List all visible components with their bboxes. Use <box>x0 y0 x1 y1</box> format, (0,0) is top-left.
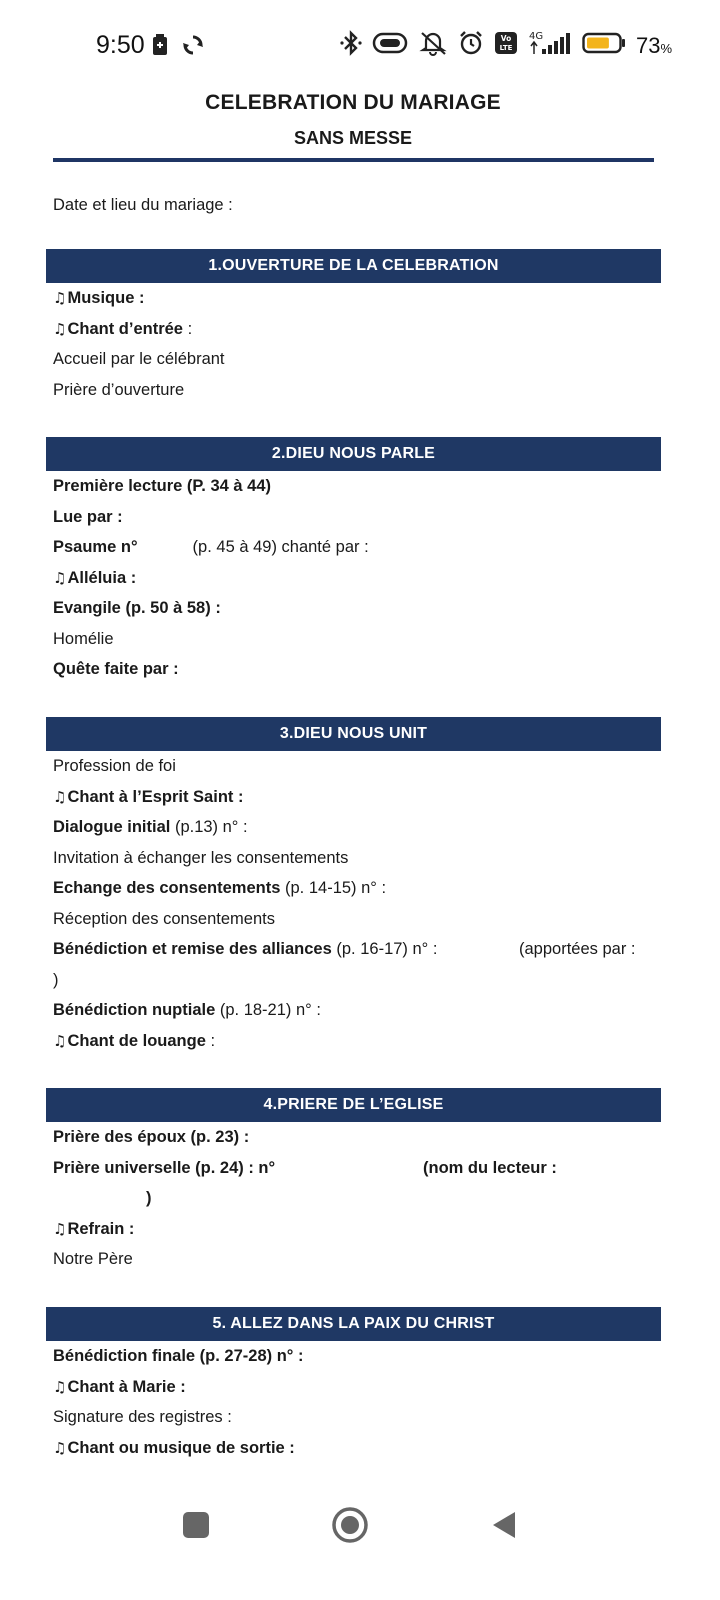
line-text: (p.13) n° : <box>170 818 248 836</box>
program-line <box>53 1341 661 1372</box>
program-line <box>53 563 661 594</box>
line-label: ) <box>146 1189 152 1207</box>
svg-text:LTE: LTE <box>499 44 513 52</box>
sync-icon <box>182 34 204 61</box>
line-text: ) <box>53 970 59 989</box>
navigation-bar <box>0 1490 720 1560</box>
home-icon <box>332 1507 368 1543</box>
line-label: Prière universelle (p. 24) : n° <box>53 1158 276 1177</box>
line-text: Profession de foi <box>53 757 176 775</box>
line-text: Signature des registres : <box>53 1408 232 1426</box>
date-and-place-line: Date et lieu du mariage : <box>53 196 233 214</box>
status-time: 9:50 <box>96 31 145 59</box>
line-text: (p. 18-21) n° : <box>215 1001 321 1019</box>
program-line <box>53 471 661 502</box>
program-line <box>53 1244 661 1275</box>
back-button[interactable] <box>491 1510 517 1545</box>
section-header: 1.OUVERTURE DE LA CELEBRATION <box>46 249 661 283</box>
line-text: : <box>182 319 193 338</box>
line-text: Prière d’ouverture <box>53 380 185 399</box>
program-line <box>53 934 661 965</box>
program-line <box>53 1026 661 1057</box>
volte-icon <box>494 31 518 60</box>
program-line <box>53 995 661 1026</box>
line-label: Refrain : <box>67 1219 135 1238</box>
line-label: Chant de louange <box>67 1031 206 1050</box>
svg-text:Vo: Vo <box>500 34 512 43</box>
battery-saver-icon <box>152 34 168 61</box>
status-bar <box>0 0 720 92</box>
music-note-icon: ♫ <box>53 568 67 587</box>
line-text: Notre Père <box>53 1250 133 1268</box>
program-line <box>53 1214 661 1245</box>
line-extra: (nom du lecteur : <box>423 1158 557 1177</box>
program-line <box>53 843 661 874</box>
program-line <box>53 283 661 314</box>
program-line <box>53 654 661 685</box>
signal-icon <box>528 30 572 61</box>
section-header: 4.PRIERE DE L’EGLISE <box>46 1088 661 1122</box>
line-text: Accueil par le célébrant <box>53 350 225 368</box>
program-line <box>53 375 661 406</box>
line-text: : <box>205 1031 216 1050</box>
line-label: Quête faite par : <box>53 660 179 678</box>
line-text: (p. 45 à 49) chanté par : <box>192 538 369 556</box>
music-note-icon: ♫ <box>53 1219 67 1238</box>
section-5 <box>46 1307 661 1463</box>
line-label: Chant d’entrée <box>67 319 183 338</box>
bluetooth-icon <box>340 30 362 61</box>
program-line <box>53 502 661 533</box>
line-label: Chant ou musique de sortie : <box>67 1438 295 1457</box>
section-header: 2.DIEU NOUS PARLE <box>46 437 661 471</box>
program-line <box>53 1153 661 1184</box>
nfc-icon <box>372 31 408 60</box>
recents-icon <box>182 1511 210 1539</box>
program-line <box>53 1433 661 1464</box>
line-label: Bénédiction et remise des alliances <box>53 940 332 958</box>
line-label: Chant à l’Esprit Saint : <box>67 787 244 806</box>
mute-icon <box>418 30 448 61</box>
line-label: Lue par : <box>53 507 123 526</box>
section-header: 5. ALLEZ DANS LA PAIX DU CHRIST <box>46 1307 661 1341</box>
document-title: CELEBRATION DU MARIAGE <box>205 91 501 114</box>
line-label: Dialogue initial <box>53 818 171 836</box>
program-line <box>53 812 661 843</box>
line-label: Chant à Marie : <box>67 1377 186 1396</box>
program-line <box>53 344 661 375</box>
program-line <box>53 1402 661 1433</box>
program-line <box>53 1122 661 1153</box>
recents-button[interactable] <box>182 1511 210 1544</box>
program-line <box>53 782 661 813</box>
program-line <box>53 314 661 345</box>
alarm-icon <box>458 30 484 61</box>
music-note-icon: ♫ <box>53 1377 67 1396</box>
title-divider <box>53 158 654 162</box>
line-label: Première lecture (P. 34 à 44) <box>53 477 271 495</box>
line-text: (p. 14-15) n° : <box>280 879 387 897</box>
back-icon <box>491 1510 517 1540</box>
line-text: Réception des consentements <box>53 909 275 928</box>
line-label: Alléluia : <box>67 568 137 587</box>
line-label: Prière des époux (p. 23) : <box>53 1128 250 1146</box>
program-line <box>53 904 661 935</box>
music-note-icon: ♫ <box>53 1438 67 1457</box>
program-line <box>53 965 661 996</box>
program-line <box>53 1372 661 1403</box>
program-line <box>53 532 661 563</box>
section-2 <box>46 437 661 685</box>
line-label: Psaume n° <box>53 538 138 556</box>
program-line <box>53 873 661 904</box>
line-label: Bénédiction nuptiale <box>53 1001 216 1019</box>
program-line <box>53 593 661 624</box>
program-line <box>53 751 661 782</box>
program-line <box>53 1183 661 1214</box>
svg-text:4G: 4G <box>528 31 544 42</box>
line-text: Invitation à échanger les consentements <box>53 848 349 867</box>
section-header: 3.DIEU NOUS UNIT <box>46 717 661 751</box>
line-text: (p. 16-17) n° : <box>331 940 438 958</box>
section-1 <box>46 249 661 405</box>
battery-percent: 73% <box>635 32 672 58</box>
line-label: Echange des consentements <box>53 879 281 897</box>
line-label: Musique : <box>67 289 145 307</box>
line-label: Evangile (p. 50 à 58) : <box>53 599 221 617</box>
music-note-icon: ♫ <box>53 289 67 307</box>
line-extra: (apportées par : <box>519 940 636 958</box>
music-note-icon: ♫ <box>53 1031 67 1050</box>
music-note-icon: ♫ <box>53 319 67 338</box>
program-line <box>53 624 661 655</box>
battery-icon <box>582 31 626 60</box>
line-text: Homélie <box>53 629 114 648</box>
music-note-icon: ♫ <box>53 787 67 806</box>
section-4 <box>46 1088 661 1275</box>
line-label: Bénédiction finale (p. 27-28) n° : <box>53 1347 304 1365</box>
home-button[interactable] <box>332 1507 368 1548</box>
document-subtitle: SANS MESSE <box>293 128 413 148</box>
section-3 <box>46 717 661 1056</box>
